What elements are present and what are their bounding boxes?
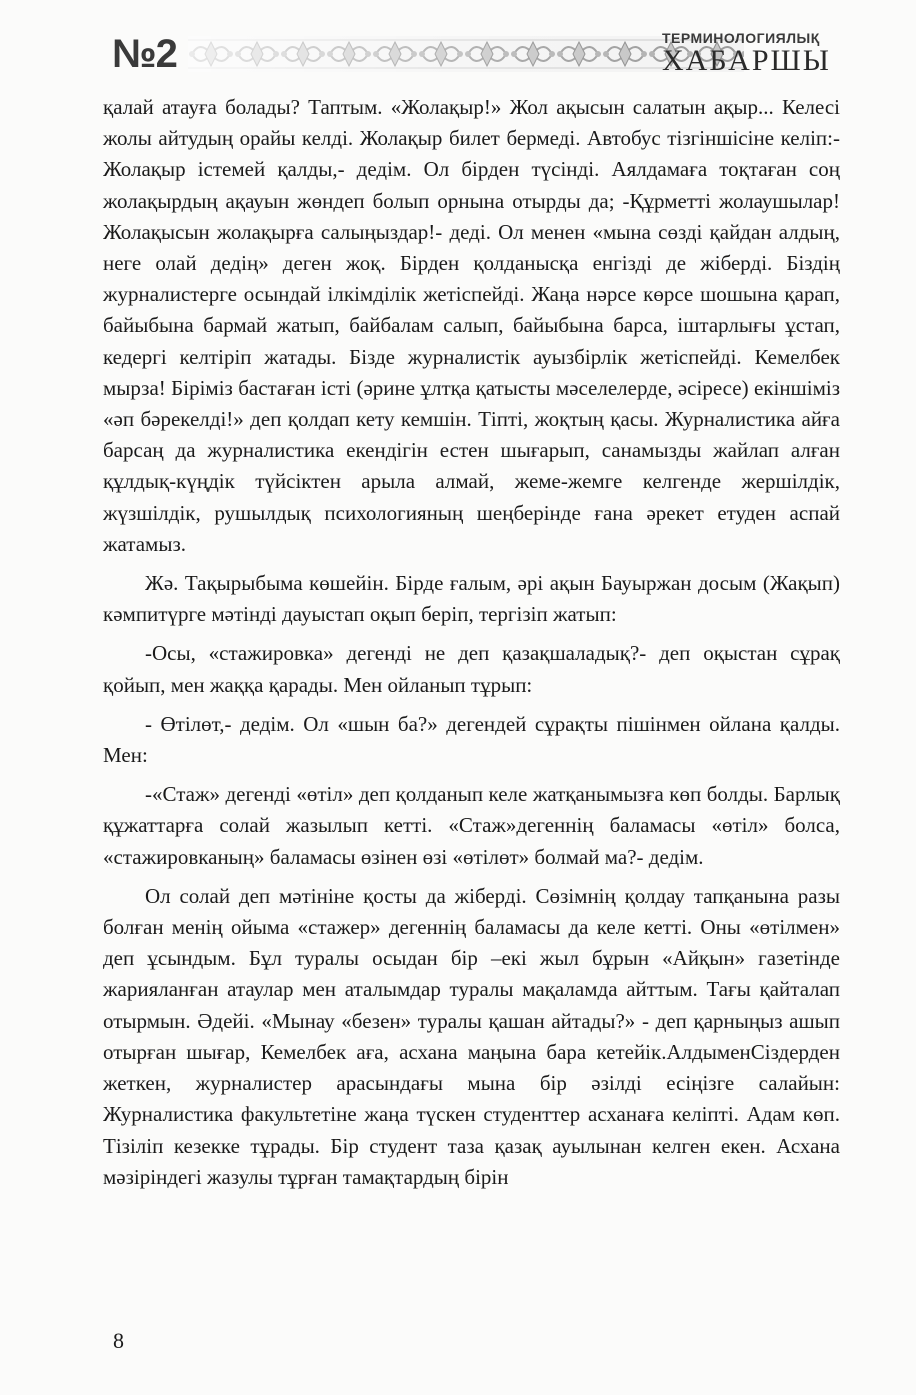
paragraph: Ол солай деп мәтініне қосты да жіберді. Сөзімнің қолдау тапқанына разы болған менің ойыма «стажер» дегеннің баламасы да келе кетті. Оны «өтілмен» деп ұсындым. Бұл туралы осыдан бір –екі жыл бұрын «Айқын» газетінде жарияланған атаулар мен аталымдар туралы мақаламда айттым. Тағы қайталап отырмын. Әдейі. «Мынау «безен» туралы қашан айтады?» - деп қарныңыз ашып отырған шығар, Кемелбек аға, асхана маңына бара кетейік.АлдыменСіздерден жеткен, журналистер арасындағы мына бір әзілді есіңізге салайын: Журналистика факультетіне жаңа түскен студенттер асханаға келіпті. Адам көп. Тізіліп кезекке тұрады. Бір студент таза қазақ ауылынан келген екен. Асхана мәзіріндегі жазулы тұрған тамақтардың бірін xyxy=(103,883,840,1189)
paragraph: -«Стаж» дегенді «өтіл» деп қолданып келе жатқанымызға көп болды. Барлық құжаттарға солай жазылып кетті. «Стаж»дегеннің баламасы «өтіл» болса, «стажировканың» баламасы өзінен өзі «өтілөт» болмай ма?- дедім. xyxy=(103,782,840,869)
ornament-band-icon xyxy=(188,36,744,72)
page-header xyxy=(100,24,842,82)
journal-title-line2: ХАБАРШЫ xyxy=(662,44,831,77)
paragraph: - Өтілөт,- дедім. Ол «шын ба?» дегендей сұрақты пішінмен ойлана қалды. Мен: xyxy=(103,711,840,768)
issue-number: №2 xyxy=(112,32,177,76)
paragraph: Жә. Тақырыбыма көшейін. Бірде ғалым, әрі ақын Бауыржан досым (Жақып) кәмпитүрге мәтінді дауыстап оқып беріп, тергізіп жатып: xyxy=(103,571,840,627)
paragraph: -Осы, «стажировка» дегенді не деп қазақшаладық?- деп оқыстан сұрақ қойып, мен жаққа қарады. Мен ойланып тұрып: xyxy=(103,641,840,697)
paragraph: қалай атауға болады? Таптым. «Жолақыр!» Жол ақысын салатын ақыр... Келесі жолы айтудың орайы келді. Жолақыр билет бермеді. Автобус тізгіншісіне келіп:- Жолақыр істемей қалды,- дедім. Ол бірден түсінді. Аялдамаға тоқтаған соң жолақырдың ақауын жөндеп болып орнына отырды да; -Құрметті жолаушылар! Жолақысын жолақырға салыңыздар!- деді. Ол менен «мына сөзді қайдан алдың, неге олай дедің» деген жоқ. Бірден қолданысқа енгізді де жіберді. Біздің журналистерге осындай ілкімділік жетіспейді. Жаңа нәрсе көрсе шошына қарап, байыбына бармай жатып, байбалам салып, байыбына барса, іштарлығы ұстап, кедергі келтіріп жатады. Бізде журналистік ауызбірлік жетіспейді. Кемелбек мырза! Біріміз бастаған істі (әрине ұлтқа қатысты мәселелерде, әсіресе) екіншіміз «әп бәрекелді!» деп қолдап кету кемшін. Тіпті, жоқтың қасы. Журналистика айға барсаң да журналистика екендігін естен шығарып, санамызды жайлап алған құлдық-күңдік түйсіктен арыла алмай, жеме-жемге келгенде жершілдік, жүзшілдік, рушылдық психологияның шеңберінде ғана әрекет етуден аспай жатамыз. xyxy=(103,95,840,556)
page-number: 8 xyxy=(113,1328,124,1353)
journal-title xyxy=(662,30,842,76)
journal-title-line1: ТЕРМИНОЛОГИЯЛЫҚ xyxy=(662,30,820,46)
article-body xyxy=(103,92,840,1193)
